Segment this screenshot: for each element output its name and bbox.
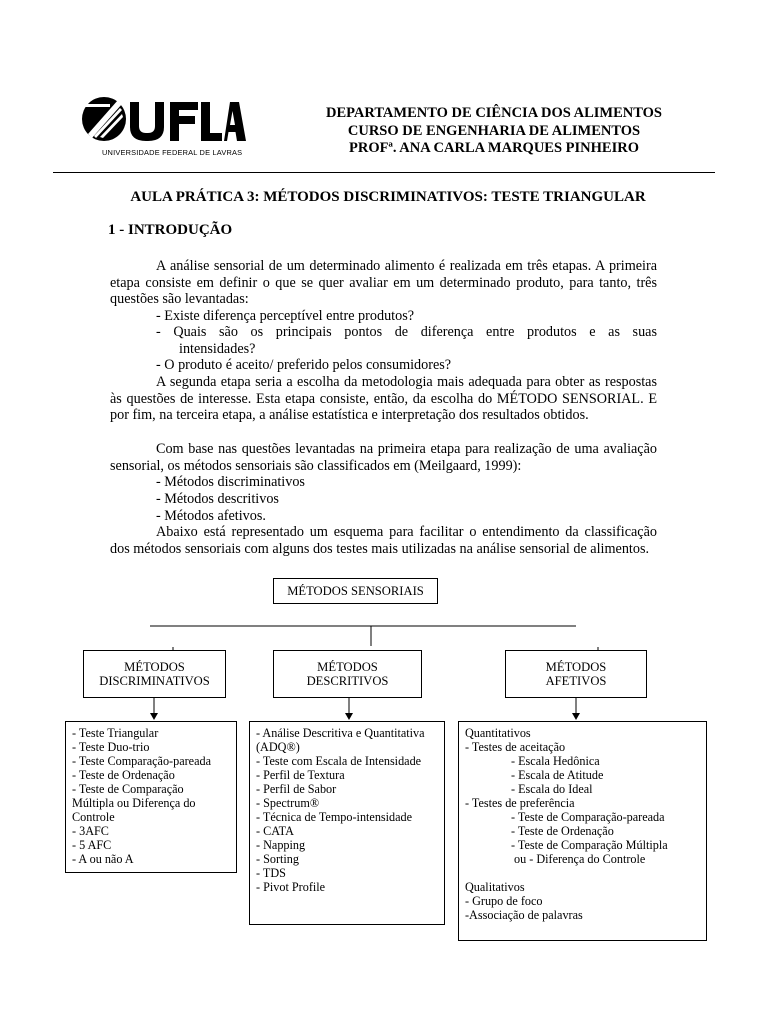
list-item: - Napping bbox=[256, 838, 306, 852]
list-item: - Análise Descritiva e Quantitativa bbox=[256, 726, 425, 740]
list-item: - Teste de Ordenação bbox=[72, 768, 175, 782]
subheading-qualitativos: Qualitativos bbox=[465, 880, 525, 894]
question-2: - Quais são os principais pontos de diferença entre produtos e as suas bbox=[156, 324, 657, 340]
page-title: AULA PRÁTICA 3: MÉTODOS DISCRIMINATIVOS: TESTE TRIANGULAR bbox=[130, 189, 646, 205]
category-label: MÉTODOS bbox=[317, 660, 378, 674]
method-item-1: - Métodos discriminativos bbox=[156, 474, 305, 490]
list-item: - Perfil de Textura bbox=[256, 768, 345, 782]
method-item-3: - Métodos afetivos. bbox=[156, 508, 266, 524]
list-item: ou - Diferença do Controle bbox=[514, 852, 646, 866]
list-item: - Teste de Ordenação bbox=[511, 824, 614, 838]
header-department: DEPARTAMENTO DE CIÊNCIA DOS ALIMENTOS bbox=[325, 105, 662, 121]
list-item: - Teste Comparação-pareada bbox=[72, 754, 212, 768]
section-heading: 1 - INTRODUÇÃO bbox=[108, 222, 233, 238]
question-3: - O produto é aceito/ preferido pelos consumidores? bbox=[156, 357, 452, 373]
list-item: - CATA bbox=[256, 824, 294, 838]
question-2-cont: intensidades? bbox=[179, 341, 256, 357]
category-label: DISCRIMINATIVOS bbox=[99, 674, 210, 688]
category-label: MÉTODOS bbox=[545, 660, 607, 674]
paragraph-intro: A análise sensorial de um determinado alimento é realizada em três etapas. A primeira etapa consiste em definir o que se quer avaliar em um determinado produto, para tanto, três questões são levantadas: bbox=[110, 258, 657, 308]
list-item: - 5 AFC bbox=[72, 838, 112, 852]
logo-caption: UNIVERSIDADE FEDERAL DE LAVRAS bbox=[102, 148, 243, 157]
list-item: - Técnica de Tempo-intensidade bbox=[256, 810, 413, 824]
category-label: AFETIVOS bbox=[545, 674, 607, 688]
list-item: - Escala do Ideal bbox=[511, 782, 593, 796]
list-item: - Teste com Escala de Intensidade bbox=[256, 754, 422, 768]
list-item: - Escala de Atitude bbox=[511, 768, 604, 782]
list-item: - Testes de aceitação bbox=[465, 740, 566, 754]
header-professor: PROFª. ANA CARLA MARQUES PINHEIRO bbox=[349, 140, 639, 156]
list-item: - Teste Triangular bbox=[72, 726, 159, 740]
list-item: - Grupo de foco bbox=[465, 894, 543, 908]
paragraph-classification: Com base nas questões levantadas na primeira etapa para realização de uma avaliação sensorial, os métodos sensoriais são classificados em (Meilgaard, 1999): bbox=[110, 441, 657, 474]
list-spacer bbox=[465, 866, 700, 880]
list-item: Controle bbox=[72, 810, 115, 824]
list-item: - Perfil de Sabor bbox=[256, 782, 337, 796]
category-afetivos bbox=[505, 650, 647, 698]
diagram-root-label: MÉTODOS SENSORIAIS bbox=[287, 584, 424, 598]
diagram-root bbox=[273, 578, 438, 604]
list-item: (ADQ®) bbox=[256, 740, 300, 754]
list-item: - Teste de Comparação bbox=[72, 782, 184, 796]
list-item: - Testes de preferência bbox=[465, 796, 575, 810]
list-item: - Teste Duo-trio bbox=[72, 740, 150, 754]
list-item: - Teste de Comparação-pareada bbox=[511, 810, 665, 824]
category-descritivos bbox=[273, 650, 422, 698]
category-discriminativos bbox=[83, 650, 226, 698]
header-course: CURSO DE ENGENHARIA DE ALIMENTOS bbox=[347, 123, 641, 139]
list-item: - Escala Hedônica bbox=[511, 754, 600, 768]
list-item: - Teste de Comparação Múltipla bbox=[511, 838, 668, 852]
list-item: Múltipla ou Diferença do bbox=[72, 796, 196, 810]
list-afetivos bbox=[458, 721, 707, 941]
subheading-quantitativos: Quantitativos bbox=[465, 726, 531, 740]
paragraph-second-stage: A segunda etapa seria a escolha da metodologia mais adequada para obter as respostas às questões de interesse. Esta etapa consiste, então, da escolha do MÉTODO SENSORIAL. E por fim, na terceira etapa, a análise estatística e interpretação dos resultados obtidos. bbox=[110, 374, 657, 424]
method-item-2: - Métodos descritivos bbox=[156, 491, 279, 507]
paragraph-diagram-intro: Abaixo está representado um esquema para facilitar o entendimento da classificação dos métodos sensoriais com alguns dos testes mais utilizadas na análise sensorial de alimentos. bbox=[110, 524, 657, 557]
list-item: - Spectrum® bbox=[256, 796, 320, 810]
category-label: MÉTODOS bbox=[124, 660, 185, 674]
list-item: - Sorting bbox=[256, 852, 299, 866]
list-item: - Pivot Profile bbox=[256, 880, 326, 894]
list-item: - TDS bbox=[256, 866, 286, 880]
list-item: - A ou não A bbox=[72, 852, 134, 866]
list-discriminativos bbox=[65, 721, 237, 873]
list-item: -Associação de palavras bbox=[465, 908, 583, 922]
list-item: - 3AFC bbox=[72, 824, 109, 838]
question-1: - Existe diferença perceptível entre produtos? bbox=[156, 308, 415, 324]
category-label: DESCRITIVOS bbox=[306, 674, 389, 688]
list-descritivos bbox=[249, 721, 445, 925]
